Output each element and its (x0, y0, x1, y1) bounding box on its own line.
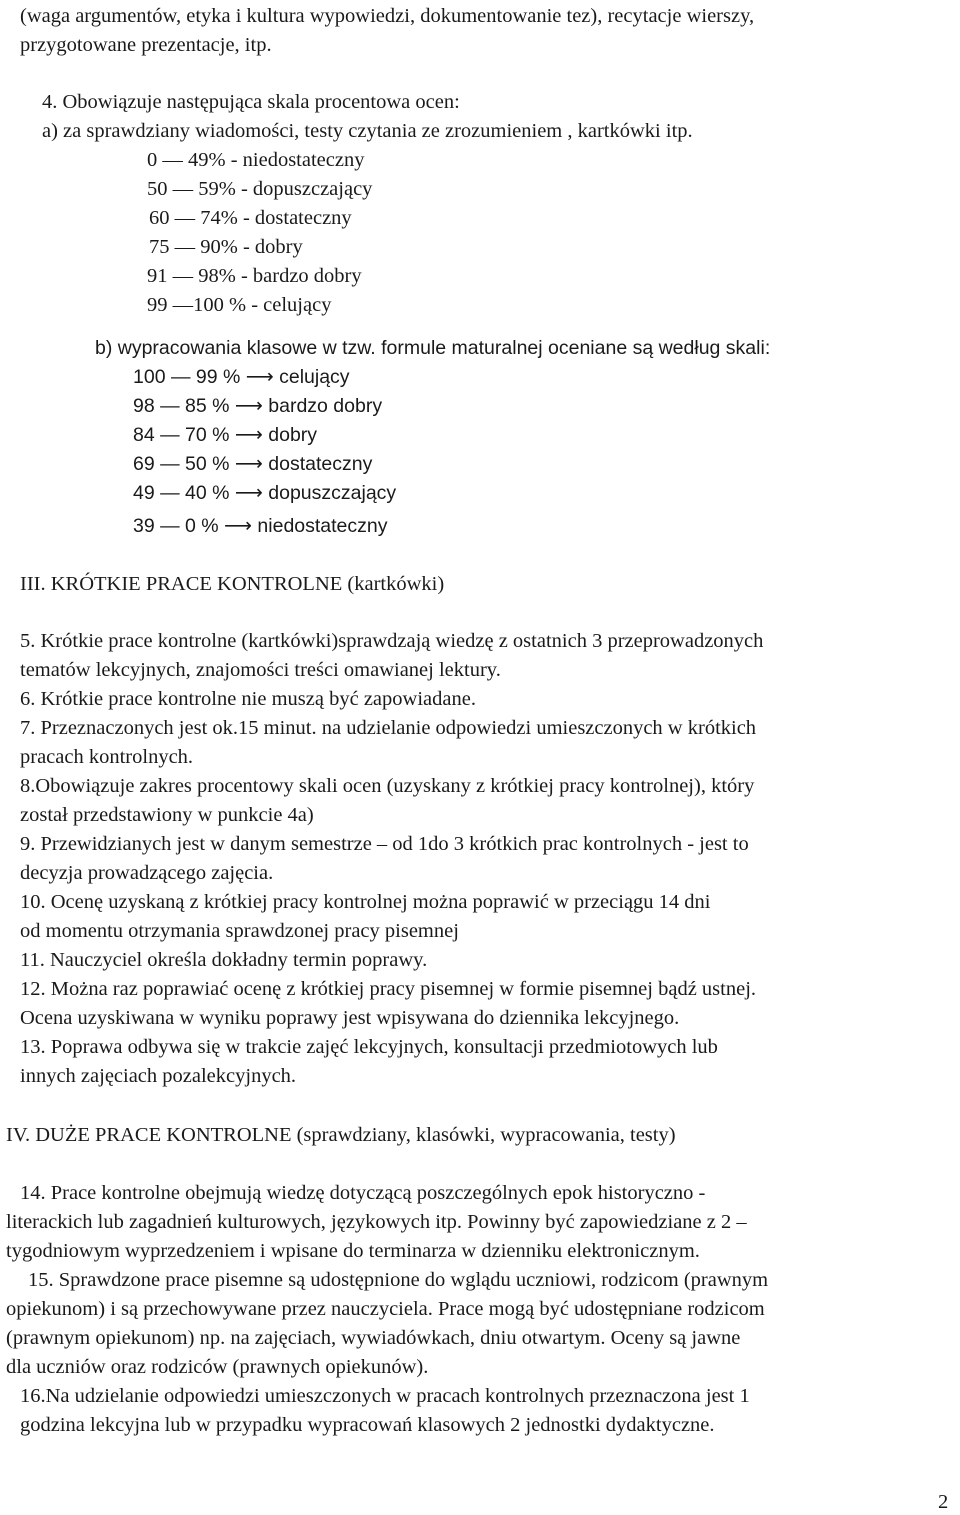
section-4-line: 16.Na udzielanie odpowiedzi umieszczonych w pracach kontrolnych przeznaczona jest 1 (20, 1385, 750, 1407)
scale-a-row: 99 —100 % - celujący (147, 294, 332, 316)
scale-a-row: 50 — 59% - dopuszczający (147, 178, 373, 200)
section-3-line: 10. Ocenę uzyskaną z krótkiej pracy kontrolnej można poprawić w przeciągu 14 dni (20, 891, 711, 913)
point-4a-label: a) za sprawdziany wiadomości, testy czytania ze zrozumieniem , kartkówki itp. (42, 120, 693, 142)
section-3-line: 11. Nauczyciel określa dokładny termin poprawy. (20, 949, 428, 971)
section-3-line: 6. Krótkie prace kontrolne nie muszą być zapowiadane. (20, 688, 476, 710)
intro-line-2: przygotowane prezentacje, itp. (20, 34, 272, 56)
section-3-line: Ocena uzyskiwana w wyniku poprawy jest wpisywana do dziennika lekcyjnego. (20, 1007, 680, 1029)
section-4-line: (prawnym opiekunom) np. na zajęciach, wywiadówkach, dniu otwartym. Oceny są jawne (6, 1327, 741, 1349)
section-3-line: 9. Przewidzianych jest w danym semestrze – od 1do 3 krótkich prac kontrolnych - jest to (20, 833, 749, 855)
section-4-line: 15. Sprawdzone prace pisemne są udostępnione do wglądu uczniowi, rodzicom (prawnym (28, 1269, 769, 1291)
scale-a-row: 75 — 90% - dobry (149, 236, 303, 258)
section-3-line: innych zajęciach pozalekcyjnych. (20, 1065, 297, 1087)
point-4-heading: 4. Obowiązuje następująca skala procentowa ocen: (42, 91, 460, 113)
scale-b-row: 49 — 40 % ⟶ dopuszczający (133, 482, 397, 504)
scale-b-row: 100 — 99 % ⟶ celujący (133, 366, 350, 388)
section-4-line: tygodniowym wyprzedzeniem i wpisane do terminarza w dzienniku elektronicznym. (6, 1240, 700, 1262)
section-4-line: 14. Prace kontrolne obejmują wiedzę dotyczącą poszczególnych epok historyczno - (20, 1182, 706, 1204)
section-3-line: tematów lekcyjnych, znajomości treści omawianej lektury. (20, 659, 501, 681)
section-3-line: 5. Krótkie prace kontrolne (kartkówki)sprawdzają wiedzę z ostatnich 3 przeprowadzonych (20, 630, 764, 652)
scale-b-row: 69 — 50 % ⟶ dostateczny (133, 453, 373, 475)
scale-a-row: 60 — 74% - dostateczny (149, 207, 352, 229)
section-3-line: pracach kontrolnych. (20, 746, 194, 768)
section-4-heading: IV. DUŻE PRACE KONTROLNE (sprawdziany, klasówki, wypracowania, testy) (6, 1124, 676, 1146)
intro-line-1: (waga argumentów, etyka i kultura wypowiedzi, dokumentowanie tez), recytacje wierszy, (20, 5, 755, 27)
section-4-line: literackich lub zagadnień kulturowych, językowych itp. Powinny być zapowiedziane z 2 – (6, 1211, 747, 1233)
section-3-line: 7. Przeznaczonych jest ok.15 minut. na udzielanie odpowiedzi umieszczonych w krótkich (20, 717, 757, 739)
page-number: 2 (938, 1491, 949, 1513)
section-3-line: 12. Można raz poprawiać ocenę z krótkiej pracy pisemnej w formie pisemnej bądź ustnej. (20, 978, 757, 1000)
section-3-line: 13. Poprawa odbywa się w trakcie zajęć lekcyjnych, konsultacji przedmiotowych lub (20, 1036, 718, 1058)
scale-a-row: 91 — 98% - bardzo dobry (147, 265, 362, 287)
section-4-line: dla uczniów oraz rodziców (prawnych opiekunów). (6, 1356, 429, 1378)
section-3-line: 8.Obowiązuje zakres procentowy skali ocen (uzyskany z krótkiej pracy kontrolnej), który (20, 775, 755, 797)
point-4b-label: b) wypracowania klasowe w tzw. formule maturalnej oceniane są według skali: (95, 337, 771, 359)
section-3-line: od momentu otrzymania sprawdzonej pracy pisemnej (20, 920, 459, 942)
section-3-line: decyzja prowadzącego zajęcia. (20, 862, 274, 884)
section-4-line: opiekunom) i są przechowywane przez nauczyciela. Prace mogą być udostępniane rodzicom (6, 1298, 765, 1320)
section-3-heading: III. KRÓTKIE PRACE KONTROLNE (kartkówki) (20, 573, 445, 595)
scale-b-row: 39 — 0 % ⟶ niedostateczny (133, 515, 388, 537)
section-3-line: został przedstawiony w punkcie 4a) (20, 804, 314, 826)
scale-a-row: 0 — 49% - niedostateczny (147, 149, 365, 171)
section-4-line: godzina lekcyjna lub w przypadku wypracowań klasowych 2 jednostki dydaktyczne. (20, 1414, 715, 1436)
scale-b-row: 84 — 70 % ⟶ dobry (133, 424, 318, 446)
scale-b-row: 98 — 85 % ⟶ bardzo dobry (133, 395, 383, 417)
